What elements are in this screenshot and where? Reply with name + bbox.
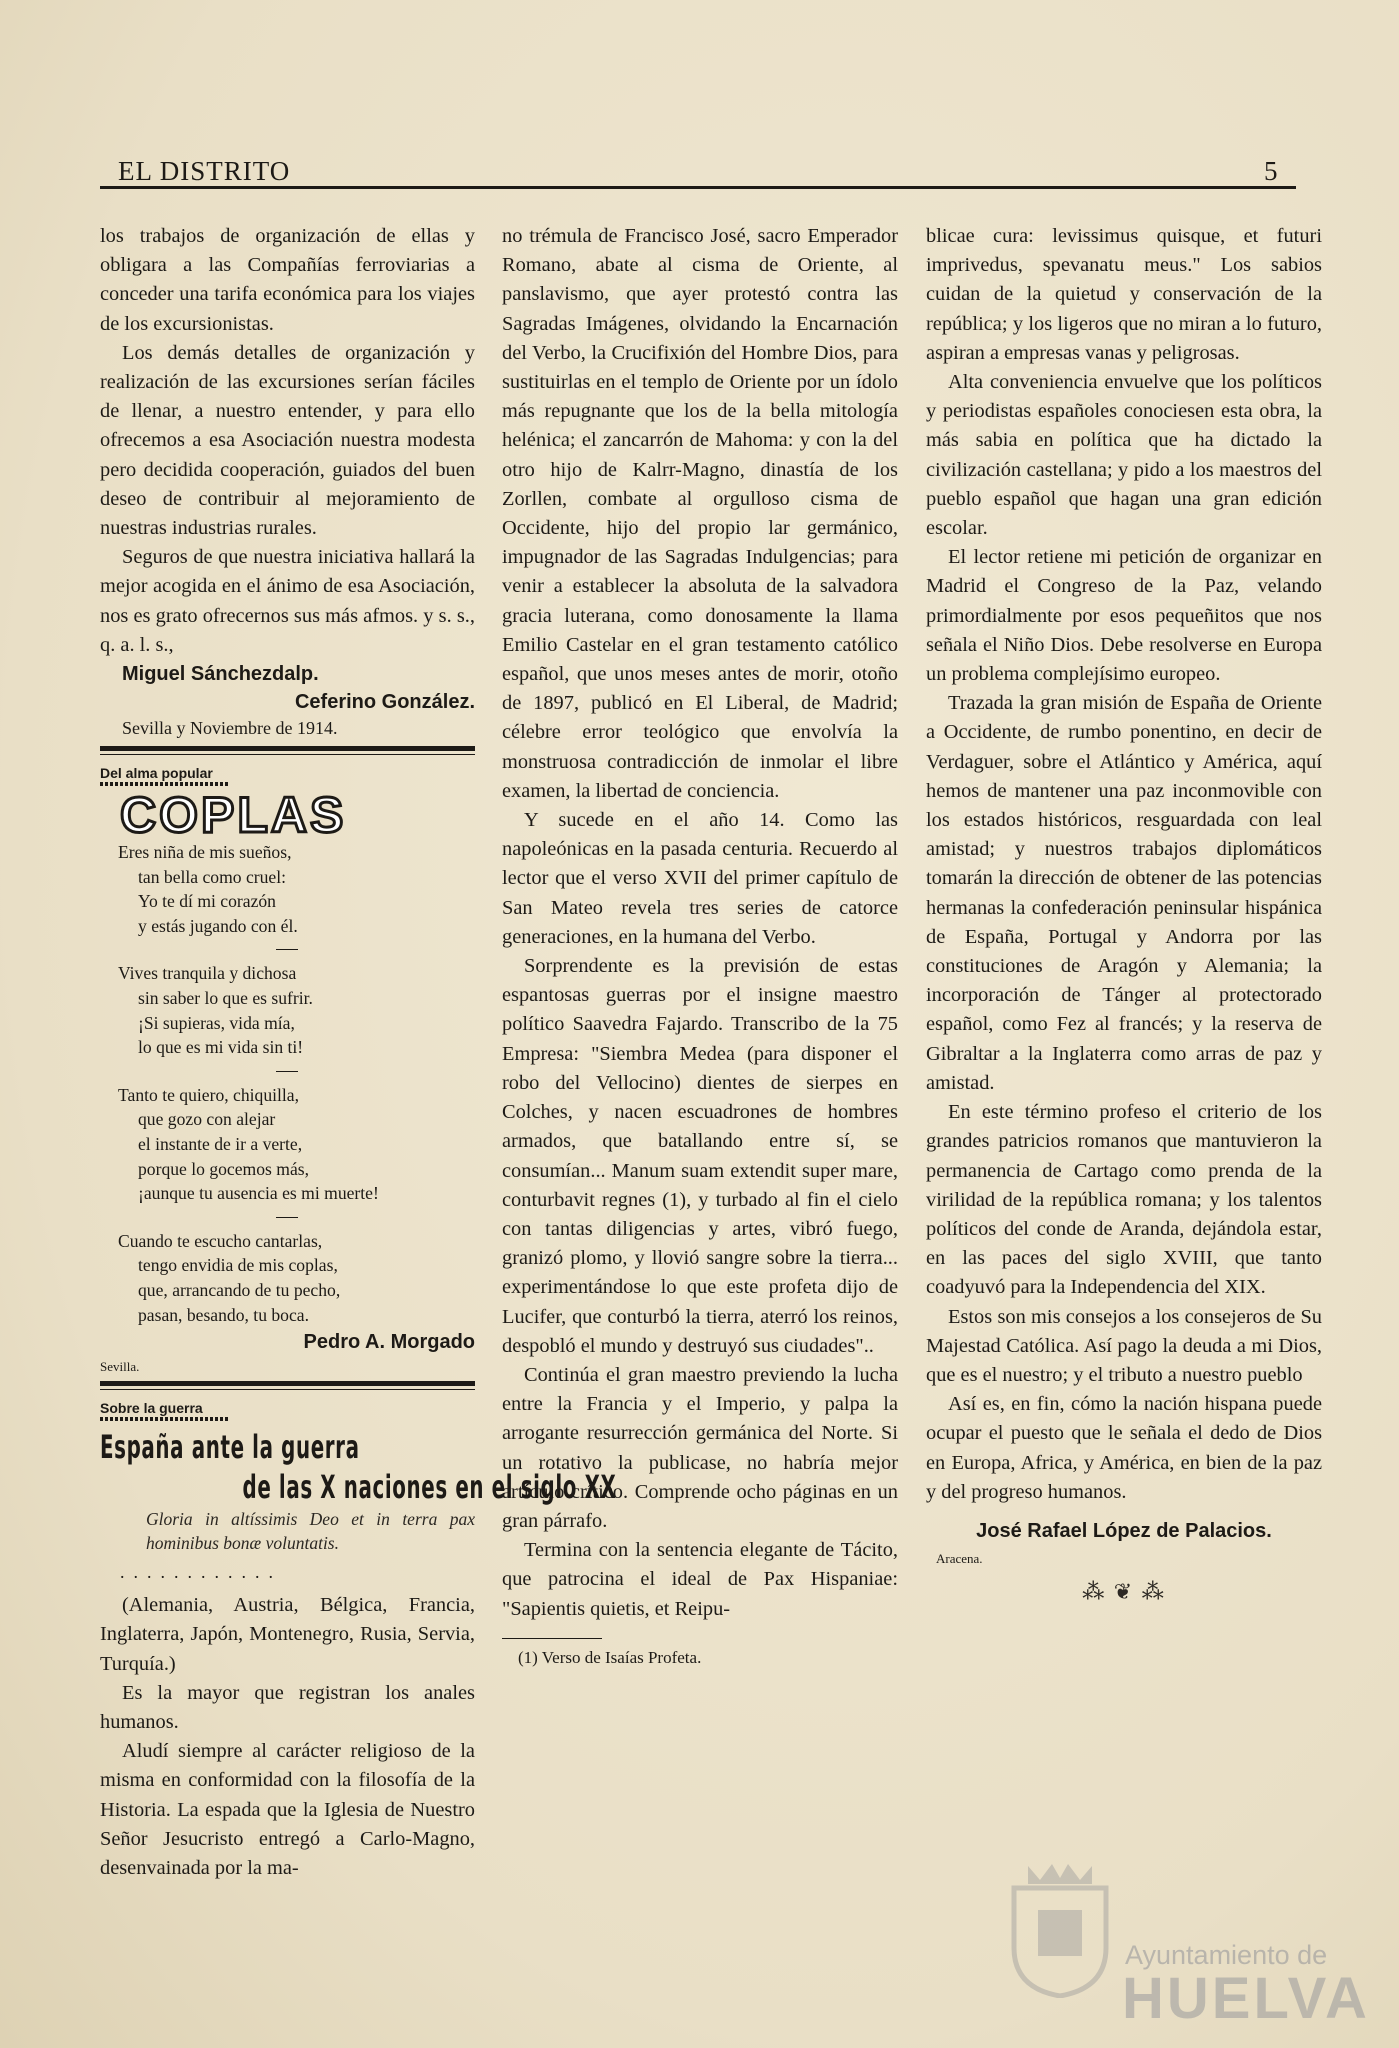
article-place: Aracena. (936, 1550, 983, 1566)
paragraph: blicae cura: levissimus quisque, et futuri imprivedus, spevanatu meus." Los sabios cuidan de la quietud y conservación de la república; y los ligeros que no miran a lo futuro, aspiran a empresas vanas y peligrosas. (926, 225, 1322, 364)
signature-ceferino: Ceferino González. (294, 691, 475, 714)
war-section-label: Sobre la guerra (100, 1400, 203, 1417)
stanza-separator (276, 1217, 298, 1218)
poem-line: Yo te dí mi corazón (138, 891, 276, 912)
signature-miguel: Miguel Sánchezdalp. (122, 663, 319, 686)
article-title-line-1: España ante la guerra (100, 1428, 360, 1467)
watermark-line-2: HUELVA (1122, 1966, 1370, 2031)
paragraph: Los demás detalles de organización y realización de las excursiones serían fáciles de llenar, a nuestro entender, y para ello ofrecemos a esa Asociación nuestra modesta pero decidida cooperación, guiados del buen deseo de contribuir al mejoramiento de nuestras industrias rurales. (100, 341, 475, 540)
section-divider-thin (100, 1389, 475, 1390)
poem-line: que gozo con alejar (138, 1109, 276, 1130)
section-divider (100, 746, 475, 751)
paragraph: Termina con la sentencia elegante de Tácito, que patrocina el ideal de Pax Hispaniae: "Sapientis quietis, et Reipu- (502, 1539, 898, 1620)
poem-line: pasan, besando, tu boca. (138, 1304, 309, 1325)
coplas-title: COPLAS (120, 787, 347, 844)
poem-line: y estás jugando con él. (138, 915, 298, 936)
footnote: (1) Verso de Isaías Profeta. (518, 1647, 702, 1667)
paragraph: Estos son mis consejos a los consejeros de Su Majestad Católica. Así pago la deuda a mi Dios, que es el nuestro; y el tributo a nuestro pueblo (926, 1305, 1322, 1386)
coplas-poem (118, 840, 475, 1327)
poem-line: porque lo gocemos más, (138, 1158, 310, 1179)
paragraph: Trazada la gran misión de España de Oriente a Occidente, de rumbo ponentino, en decir de Verdaguer, sobre el Atlántico y América, aquí hemos de mantener una paz inconmovible con los estados históricos, resguardada con leal amistad; y nuestros trabajos diplomáticos tomarán la dirección de obtener de las potencias hermanas la confederación peninsular hispánica de España, Portugal y Andorra por las constituciones de Aragón y Alemania; la incorporación de Tánger al protectorado español, como Fez al francés; y la reserva de Gibraltar a la Inglaterra como arras de paz y amistad. (926, 692, 1322, 1094)
footnote-rule (502, 1638, 602, 1639)
paragraph: Es la mayor que registran los anales humanos. (100, 1681, 475, 1733)
paragraph: Y sucede en el año 14. Como las napoleónicas en la pasada centuria. Recuerdo al lector que el verso XVII del primer capítulo de San Mateo revela tres series de catorce generaciones, en la humana del Verbo. (502, 809, 898, 948)
paragraph: Sorprendente es la previsión de estas espantosas guerras por el insigne maestro político Saavedra Fajardo. Transcribo de la 75 Empresa: "Siembra Medea (para disponer el robo del Vellocino) dientes de sierpes en Colches, y nacen escuadrones de hombres armados, que batallando entre sí, se consumían... Manum suam extendit super mare, conturbavit regnes (1), y turbado al fin el cielo con tantas diligencias y artes, vibró fuego, granizó plomo, y llovió sangre sobre la tierra... experimentándose lo que este profeta dijo de Lucifer, que conturbó la tierra, aterró los reinos, despobló el mundo y destruyó sus ciudades".. (502, 955, 898, 1357)
poem-author: Pedro A. Morgado (303, 1331, 475, 1354)
paragraph: Alta conveniencia envuelve que los políticos y periodistas españoles conociesen esta obra, la más sabia en política que ha dictado la civilización castellana; y pido a los maestros del pueblo español que hagan una gran edición escolar. (926, 371, 1322, 540)
stanza-separator (276, 1071, 298, 1072)
header-title: EL DISTRITO (118, 156, 291, 186)
dotted-underline (100, 782, 230, 786)
letter-date: Sevilla y Noviembre de 1914. (122, 718, 338, 739)
article-title-line-2: de las X naciones en el siglo XX (242, 1468, 617, 1507)
poem-line: que, arrancando de tu pecho, (138, 1279, 341, 1300)
paragraph: Continúa el gran maestro previendo la lucha entre la Francia y el Imperio, y palpa la arrogante resurrección germánica del Norte. Si un rotativo la publicase, no habría mejor artículo crítico. Comprende ocho páginas en un gran párrafo. (502, 1363, 898, 1532)
poem-line: Tanto te quiero, chiquilla, (118, 1084, 300, 1105)
poem-line: tengo envidia de mis coplas, (138, 1255, 338, 1276)
poem-line: Eres niña de mis sueños, (118, 842, 292, 863)
paragraph: Aludí siempre al carácter religioso de la misma en conformidad con la filosofía de la Historia. La espada que la Iglesia de Nuestro Señor Jesucristo entregó a Carlo-Magno, desenvainada por la ma- (100, 1740, 475, 1879)
ornament-flourish: ⁂ ❦ ⁂ (1082, 1578, 1166, 1604)
column-3 (926, 222, 1322, 1606)
paragraph: (Alemania, Austria, Bélgica, Francia, Inglaterra, Japón, Montenegro, Rusia, Servia, Turquía.) (100, 1594, 475, 1675)
poem-line: sin saber lo que es sufrir. (138, 988, 313, 1009)
paragraph: En este término profeso el criterio de los grandes patricios romanos que mantuvieron la permanencia de Cartago como prenda de la virilidad de la república romana; y los talentos políticos del conde de Aranda, dejándola estar, en las paces del siglo XVIII, que tanto coadyuvó para la Independencia del XIX. (926, 1101, 1322, 1299)
coat-of-arms-watermark-icon (1008, 1858, 1112, 1998)
paragraph: los trabajos de organización de ellas y obligara a las Compañías ferroviarias a conceder una tarifa económica para los viajes de los excursionistas. (100, 225, 475, 335)
poem-line: ¡aunque tu ausencia es mi muerte! (138, 1183, 379, 1204)
header-rule (100, 186, 1296, 189)
dotted-underline (100, 1417, 230, 1421)
paragraph: Seguros de que nuestra iniciativa hallará la mejor acogida en el ánimo de esa Asociación, nos es grato ofrecernos sus más afmos. y s. s., q. a. l. s., (100, 546, 475, 656)
article-author: José Rafael López de Palacios. (976, 1519, 1272, 1542)
section-divider (100, 1381, 475, 1386)
poem-line: ¡Si supieras, vida mía, (138, 1012, 295, 1033)
coplas-section-label: Del alma popular (100, 765, 213, 782)
poem-line: tan bella como cruel: (138, 866, 287, 887)
poem-line: Cuando te escucho cantarlas, (118, 1230, 323, 1251)
poem-place: Sevilla. (100, 1359, 140, 1375)
stanza-separator (276, 949, 298, 950)
paragraph: Así es, en fin, cómo la nación hispana puede ocupar el puesto que le señala el dedo de Dios en Europa, Africa, y América, en bien de la paz y del progreso humanos. (926, 1393, 1322, 1503)
dotted-separator: ............ (120, 1562, 282, 1583)
watermark-line-1: Ayuntamiento de (1125, 1940, 1328, 1970)
poem-line: Vives tranquila y dichosa (118, 963, 297, 984)
column-2 (502, 222, 898, 1669)
poem-line: el instante de ir a verte, (138, 1133, 303, 1154)
poem-line: lo que es mi vida sin ti! (138, 1037, 304, 1058)
paragraph: El lector retiene mi petición de organizar en Madrid el Congreso de la Paz, velando primordialmente por esos pequeñitos que nos señala el Niño Dios. Debe resolverse en Europa un problema complejísimo europeo. (926, 546, 1322, 686)
page-number: 5 (1264, 156, 1278, 186)
article-motto: Gloria in altíssimis Deo et in terra pax hominibus bonæ voluntatis. (146, 1509, 475, 1554)
section-divider-thin (100, 754, 475, 755)
paragraph: no trémula de Francisco José, sacro Emperador Romano, abate al cisma de Oriente, al panslavismo, que ayer protestó contra las Sagradas Imágenes, olvidando la Encarnación del Verbo, la Crucifixión del Hombre Dios, para sustituirlas en el templo de Oriente por un ídolo más repugnante que los de la bella mitología helénica; el zancarrón de Mahoma: y con la del otro hijo de Kalrr-Magno, dinastía de los Zorllen, combate al orgulloso cisma de Occidente, hijo del propio lar germánico, impugnador de las Sagradas Indulgencias; para venir a establecer la absoluta de la salvadora gracia luterana, como donosamente la llama Emilio Castelar en el gran testamento católico español, que unos meses antes de morir, otoño de 1897, publicó en El Liberal, de Madrid; célebre error teológico que envolvía la monstruosa contradicción de inmolar el libre examen, la libertad de conciencia. (502, 225, 898, 802)
